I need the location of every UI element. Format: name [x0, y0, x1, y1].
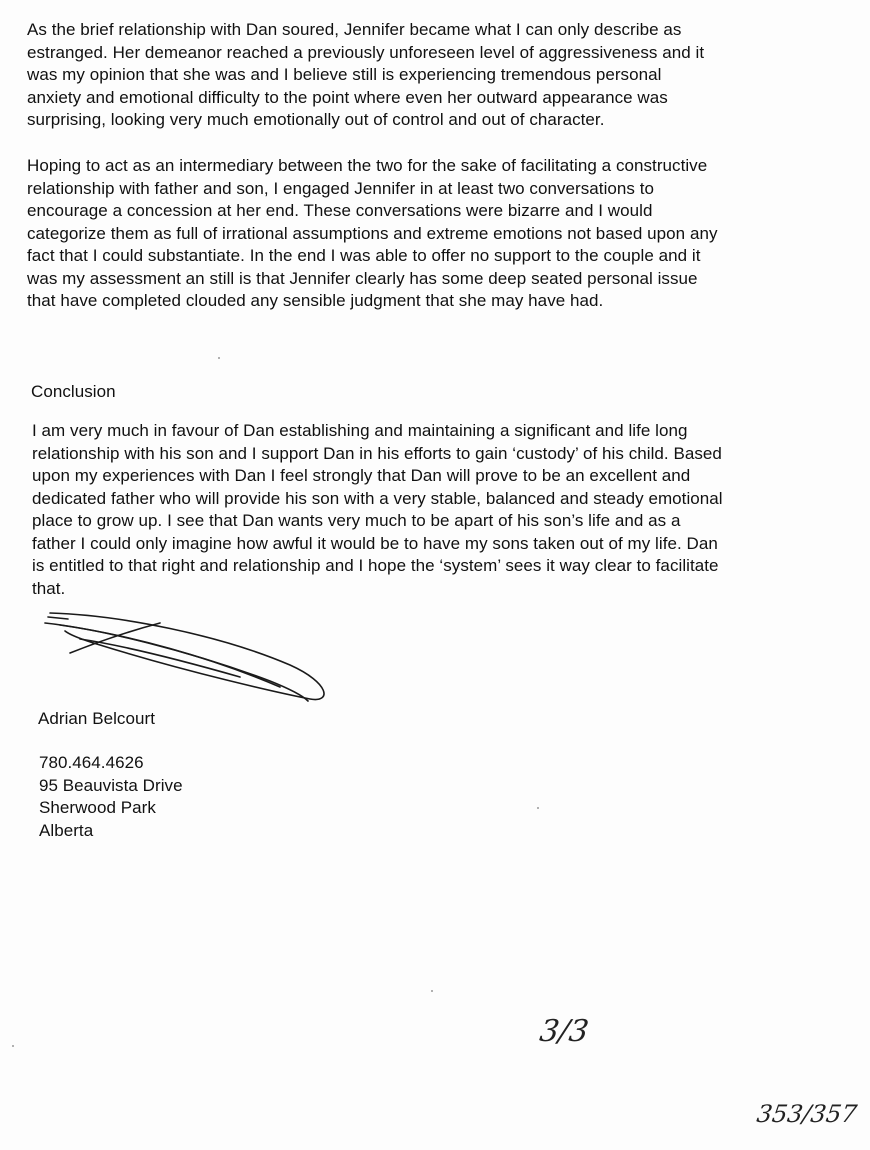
- scan-speck: [12, 1045, 14, 1047]
- text-line: relationship with his son and I support Dan in his efforts to gain ‘custody’ of his child. Based: [32, 443, 722, 463]
- text-line: As the brief relationship with Dan soured, Jennifer became what I can only describe as: [27, 20, 682, 39]
- contact-block: [39, 752, 183, 842]
- scan-speck: [537, 807, 539, 809]
- text-line: anxiety and emotional difficulty to the point where even her outward appearance was: [27, 87, 668, 107]
- paragraph-relationship-soured: [27, 19, 704, 132]
- text-line: father I could only imagine how awful it would be to have my sons taken out of my life. Dan: [32, 533, 718, 553]
- handwritten-signature: [40, 595, 340, 720]
- text-line: that.: [32, 578, 66, 598]
- text-line: dedicated father who will provide his son with a very stable, balanced and steady emotional: [32, 488, 723, 508]
- paragraph-intermediary: [27, 155, 718, 313]
- text-line: was my opinion that she was and I believe still is experiencing tremendous personal: [27, 65, 662, 84]
- city: Sherwood Park: [39, 798, 156, 817]
- text-line: upon my experiences with Dan I feel strongly that Dan will prove to be an excellent and: [32, 466, 691, 485]
- handwritten-document-count: 353/357: [755, 1100, 859, 1128]
- phone-number: 780.464.4626: [39, 753, 144, 772]
- conclusion-heading: Conclusion: [31, 382, 116, 401]
- text-line: place to grow up. I see that Dan wants very much to be apart of his son’s life and as a: [32, 511, 681, 530]
- text-line: surprising, looking very much emotionally out of control and out of character.: [27, 110, 605, 129]
- text-line: relationship with father and son, I engaged Jennifer in at least two conversations to: [27, 178, 655, 198]
- text-line: that have completed clouded any sensible judgment that she may have had.: [27, 291, 604, 310]
- signer-name: Adrian Belcourt: [38, 709, 155, 728]
- text-line: encourage a concession at her end. These conversations were bizarre and I would: [27, 201, 653, 220]
- text-line: fact that I could substantiate. In the end I was able to offer no support to the couple and it: [27, 246, 701, 265]
- text-line: I am very much in favour of Dan establishing and maintaining a significant and life long: [32, 421, 688, 440]
- province: Alberta: [39, 820, 94, 840]
- paragraph-conclusion: [32, 420, 723, 600]
- text-line: was my assessment an still is that Jennifer clearly has some deep seated personal issue: [27, 268, 698, 288]
- handwritten-page-number: 3/3: [537, 1014, 591, 1049]
- scan-speck: [431, 990, 433, 992]
- street-address: 95 Beauvista Drive: [39, 775, 183, 795]
- text-line: categorize them as full of irrational assumptions and extreme emotions not based upon any: [27, 223, 718, 243]
- scan-speck: [218, 357, 220, 359]
- text-line: Hoping to act as an intermediary between the two for the sake of facilitating a constructive: [27, 156, 708, 175]
- text-line: is entitled to that right and relationship and I hope the ‘system’ sees it way clear to facilitate: [32, 556, 719, 575]
- text-line: estranged. Her demeanor reached a previously unforeseen level of aggressiveness and it: [27, 42, 705, 62]
